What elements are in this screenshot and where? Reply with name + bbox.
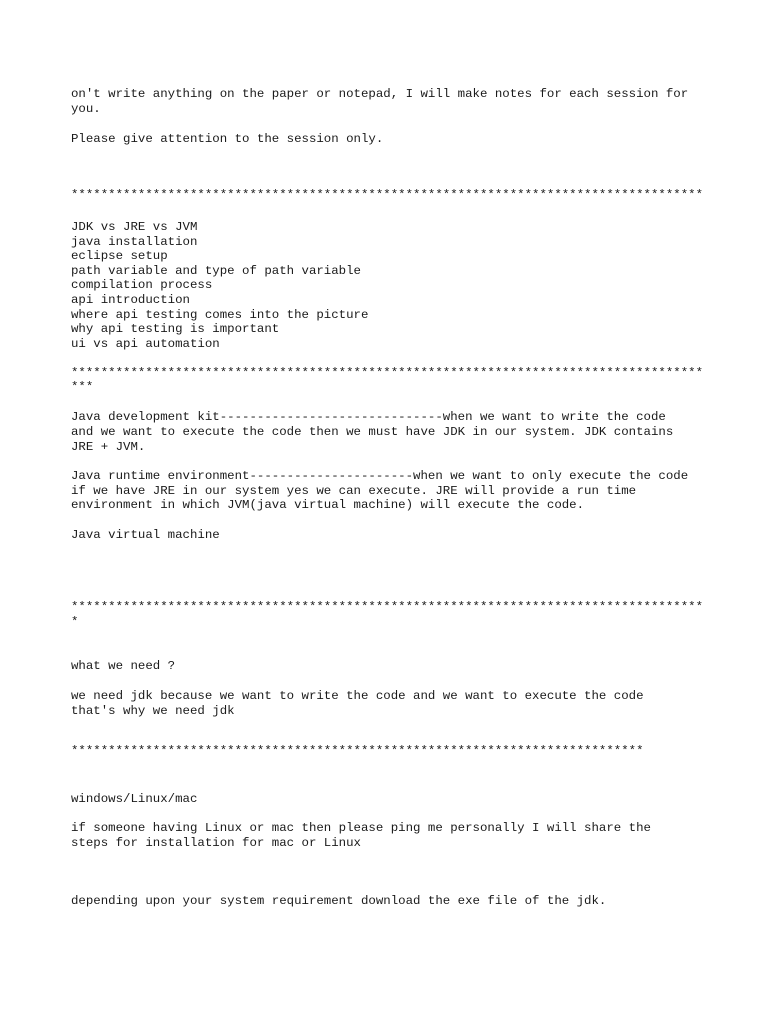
topic-item: ui vs api automation (71, 337, 220, 351)
text-line: steps for installation for mac or Linux (71, 836, 361, 850)
text-line: we need jdk because we want to write the code and we want to execute the code (71, 689, 644, 703)
topic-item: path variable and type of path variable (71, 264, 361, 278)
separator-line: ************************************************************************************* (71, 188, 704, 202)
separator-line: ************************************************************************************* (71, 366, 704, 380)
topic-item: compilation process (71, 278, 213, 292)
separator-line: ***************************************************************************** (71, 744, 644, 758)
text-line: and we want to execute the code then we must have JDK in our system. JDK contains (71, 425, 674, 439)
topic-item: where api testing comes into the picture (71, 308, 369, 322)
text-line: what we need ? (71, 659, 176, 673)
topic-item: why api testing is important (71, 322, 280, 336)
text-line: that's why we need jdk (71, 704, 235, 718)
text-line: if someone having Linux or mac then please ping me personally I will share the (71, 821, 651, 835)
topic-item: JDK vs JRE vs JVM (71, 220, 198, 234)
text-line: Java development kit------------------------------when we want to write the code (71, 410, 666, 424)
text-line: you. (71, 102, 101, 116)
text-line: JRE + JVM. (71, 440, 146, 454)
text-line: Java virtual machine (71, 528, 220, 542)
separator-line: ************************************************************************************* (71, 600, 704, 614)
text-line: Please give attention to the session only. (71, 132, 384, 146)
topic-item: java installation (71, 235, 198, 249)
separator-line: * (71, 615, 79, 629)
text-line: environment in which JVM(java virtual machine) will execute the code. (71, 498, 585, 512)
topic-item: api introduction (71, 293, 190, 307)
separator-line: *** (71, 380, 94, 394)
text-line: Java runtime environment----------------------when we want to only execute the code (71, 469, 689, 483)
text-line: depending upon your system requirement download the exe file of the jdk. (71, 894, 607, 908)
text-line: on't write anything on the paper or notepad, I will make notes for each session for (71, 87, 689, 101)
text-line: windows/Linux/mac (71, 792, 198, 806)
text-line: if we have JRE in our system yes we can execute. JRE will provide a run time (71, 484, 637, 498)
topic-item: eclipse setup (71, 249, 168, 263)
